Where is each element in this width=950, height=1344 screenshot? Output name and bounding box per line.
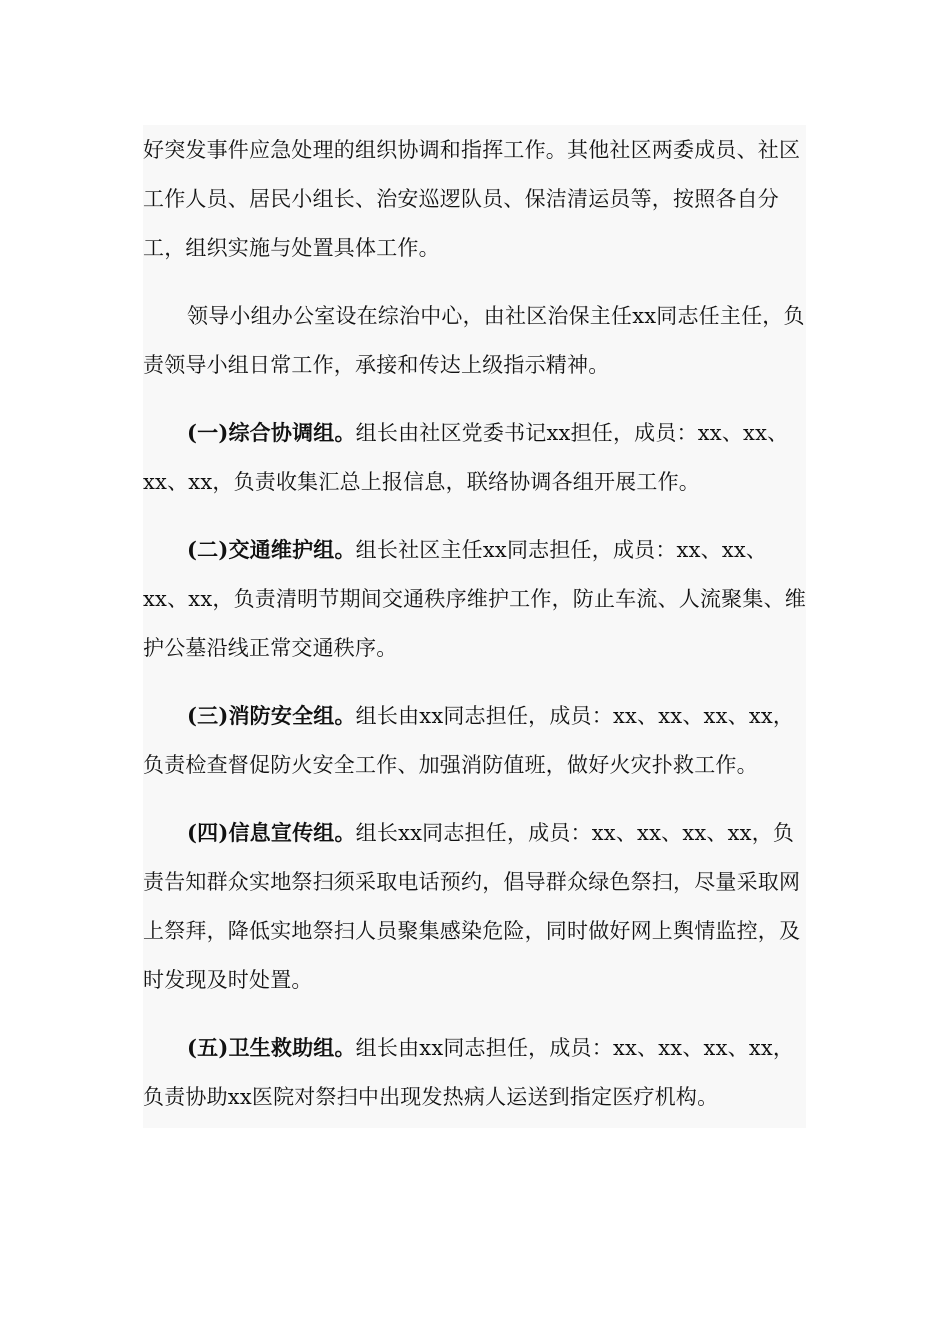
paragraph-5	[143, 691, 806, 790]
paragraph-heading: (二)交通维护组。	[187, 537, 356, 562]
paragraph-1	[143, 125, 806, 273]
document-body	[143, 125, 806, 1128]
paragraph-6	[143, 808, 806, 1005]
paragraph-heading: (一)综合协调组。	[187, 420, 356, 445]
paragraph-text: 组长由社区党委书记xx担任，成员：xx、xx、xx、xx，负责收集汇总上报信息，联络协调各组开展工作。	[143, 421, 789, 494]
paragraph-4	[143, 525, 806, 673]
paragraph-text: 组长由xx同志担任，成员：xx、xx、xx、xx，负责检查督促防火安全工作、加强消防值班，做好火灾扑救工作。	[143, 704, 795, 777]
paragraph-heading: (五)卫生救助组。	[187, 1035, 356, 1060]
paragraph-heading: (三)消防安全组。	[187, 703, 356, 728]
paragraph-text: 组长社区主任xx同志担任，成员：xx、xx、xx、xx，负责清明节期间交通秩序维护工作，防止车流、人流聚集、维护公墓沿线正常交通秩序。	[143, 538, 806, 660]
paragraph-3	[143, 408, 806, 507]
paragraph-text: 组长xx同志担任，成员：xx、xx、xx、xx，负责告知群众实地祭扫须采取电话预约，倡导群众绿色祭扫，尽量采取网上祭拜，降低实地祭扫人员聚集感染危险，同时做好网上舆情监控，及时发现及时处置。	[143, 821, 801, 992]
paragraph-text: 组长由xx同志担任，成员：xx、xx、xx、xx，负责协助xx医院对祭扫中出现发热病人运送到指定医疗机构。	[143, 1036, 795, 1109]
paragraph-text: 好突发事件应急处理的组织协调和指挥工作。其他社区两委成员、社区工作人员、居民小组长、治安巡逻队员、保洁清运员等，按照各自分工，组织实施与处置具体工作。	[143, 138, 801, 260]
paragraph-text: 领导小组办公室设在综治中心，由社区治保主任xx同志任主任，负责领导小组日常工作，承接和传达上级指示精神。	[143, 304, 805, 377]
paragraph-2	[143, 291, 806, 390]
paragraph-7	[143, 1023, 806, 1122]
paragraph-heading: (四)信息宣传组。	[187, 820, 356, 845]
